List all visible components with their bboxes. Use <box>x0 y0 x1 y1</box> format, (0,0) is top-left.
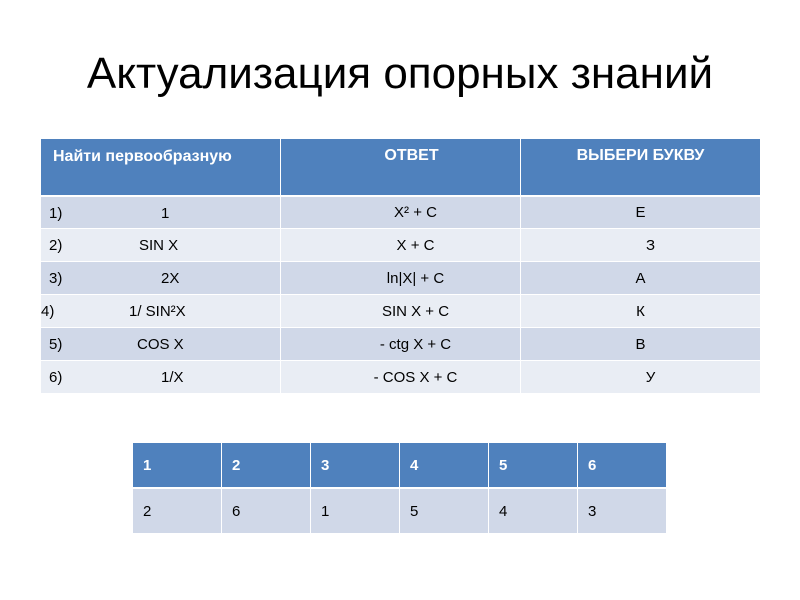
function-text: 1/X <box>161 369 184 386</box>
letter-cell: А <box>521 262 761 295</box>
letter-cell: З <box>521 229 761 262</box>
function-text: 2X <box>161 270 180 287</box>
answer-key-header: 1 <box>133 443 222 489</box>
answer-cell: - COS X + C <box>281 361 521 394</box>
answer-key-header: 4 <box>400 443 489 489</box>
answer-key-header-row <box>133 443 667 489</box>
answer-cell: X² + C <box>281 196 521 229</box>
answer-key-header: 3 <box>311 443 400 489</box>
answer-key-table <box>132 442 667 534</box>
function-cell <box>41 361 281 394</box>
answer-cell: SIN X + C <box>281 295 521 328</box>
function-cell <box>41 262 281 295</box>
answer-key-value: 3 <box>578 488 667 534</box>
header-choose-letter: ВЫБЕРИ БУКВУ <box>521 139 761 196</box>
row-number: 4) <box>41 303 55 320</box>
letter-cell: Е <box>521 196 761 229</box>
table-row <box>41 262 761 295</box>
row-number: 1) <box>49 204 63 222</box>
row-number: 2) <box>49 237 63 254</box>
slide-title: Актуализация опорных знаний <box>86 49 714 98</box>
answer-key-header: 2 <box>222 443 311 489</box>
answer-key-header: 6 <box>578 443 667 489</box>
table-row <box>41 328 761 361</box>
function-text: COS X <box>137 336 184 353</box>
answer-cell: ln|X| + C <box>281 262 521 295</box>
row-number: 5) <box>49 336 63 353</box>
function-cell <box>41 328 281 361</box>
row-number: 3) <box>49 270 63 287</box>
table-row <box>41 229 761 262</box>
function-cell <box>41 229 281 262</box>
table-row <box>41 196 761 229</box>
answer-key-value: 5 <box>400 488 489 534</box>
letter-cell: К <box>521 295 761 328</box>
answer-key-value: 1 <box>311 488 400 534</box>
row-number: 6) <box>49 369 63 386</box>
function-cell <box>41 295 281 328</box>
function-text: 1 <box>161 204 170 222</box>
table-row <box>41 361 761 394</box>
answer-key-header: 5 <box>489 443 578 489</box>
answer-key-row <box>133 488 667 534</box>
answer-cell: - ctg X + C <box>281 328 521 361</box>
answer-key-value: 4 <box>489 488 578 534</box>
header-find-antiderivative: Найти первообразную <box>41 139 281 196</box>
answer-key-value: 2 <box>133 488 222 534</box>
answer-cell: X + C <box>281 229 521 262</box>
table-row <box>41 295 761 328</box>
function-text: 1/ SIN²X <box>129 303 186 320</box>
letter-cell: В <box>521 328 761 361</box>
function-cell <box>41 196 281 229</box>
answer-key-value: 6 <box>222 488 311 534</box>
letter-cell: У <box>521 361 761 394</box>
table-header-row <box>41 139 761 196</box>
header-answer: ОТВЕТ <box>281 139 521 196</box>
function-text: SIN X <box>139 237 179 254</box>
antiderivative-table <box>40 138 761 394</box>
